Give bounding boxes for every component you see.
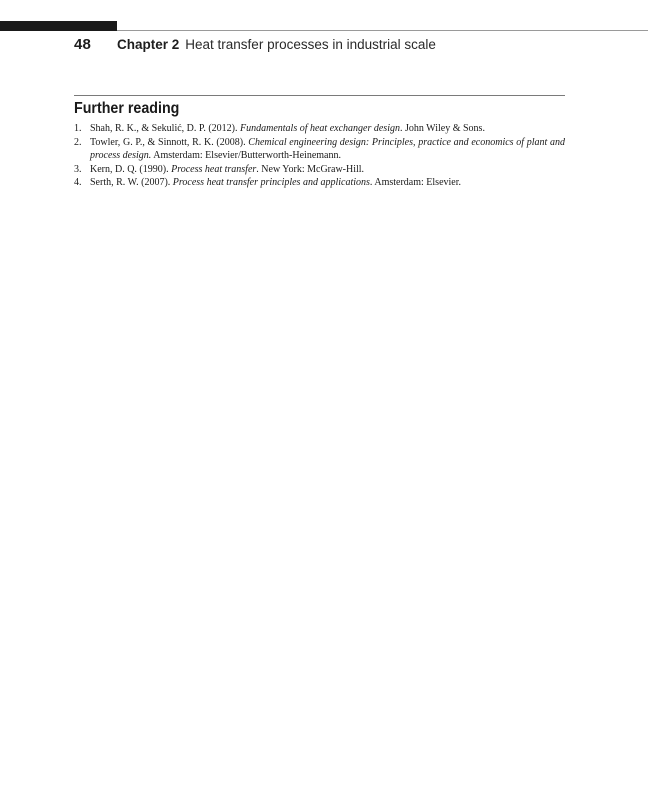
reference-publisher: . New York: McGraw-Hill. — [256, 163, 365, 175]
reference-authors: Serth, R. W. (2007). — [90, 177, 173, 189]
reference-item — [74, 176, 565, 190]
reference-publisher: Amsterdam: Elsevier/Butterworth-Heinemann. — [151, 150, 341, 162]
reference-number: 2. — [74, 136, 82, 148]
chapter-title: Heat transfer processes in industrial scale — [185, 37, 436, 52]
reference-title: Fundamentals of heat exchanger design — [240, 123, 400, 134]
reference-item — [74, 122, 565, 136]
header-rule — [117, 30, 648, 31]
reference-authors: Towler, G. P., & Sinnott, R. K. (2008). — [90, 136, 249, 148]
running-head — [74, 36, 436, 54]
chapter-label: Chapter 2 — [117, 37, 180, 52]
section-heading: Further reading — [74, 100, 180, 117]
reference-publisher: . John Wiley & Sons. — [399, 123, 485, 134]
section-divider — [74, 95, 565, 96]
reference-text — [90, 176, 565, 190]
reference-publisher: . Amsterdam: Elsevier. — [369, 177, 461, 189]
reference-text — [90, 163, 565, 177]
reference-number: 3. — [74, 163, 82, 175]
reference-item — [74, 136, 565, 163]
reference-number: 1. — [74, 123, 82, 134]
header-accent-bar — [0, 21, 117, 31]
reference-number: 4. — [74, 177, 82, 189]
reference-text — [90, 122, 565, 136]
reference-title: Process heat transfer — [171, 163, 257, 175]
reference-authors: Kern, D. Q. (1990). — [90, 163, 172, 175]
reference-authors: Shah, R. K., & Sekulić, D. P. (2012). — [90, 123, 240, 134]
page-number: 48 — [74, 36, 92, 53]
reference-title: Process heat transfer principles and applications — [172, 177, 370, 189]
reference-title: Chemical engineering design: Principles, practice and economics of plant and process design. — [90, 136, 566, 162]
reference-item — [74, 163, 565, 177]
reference-list — [74, 122, 565, 190]
reference-text — [90, 136, 565, 163]
